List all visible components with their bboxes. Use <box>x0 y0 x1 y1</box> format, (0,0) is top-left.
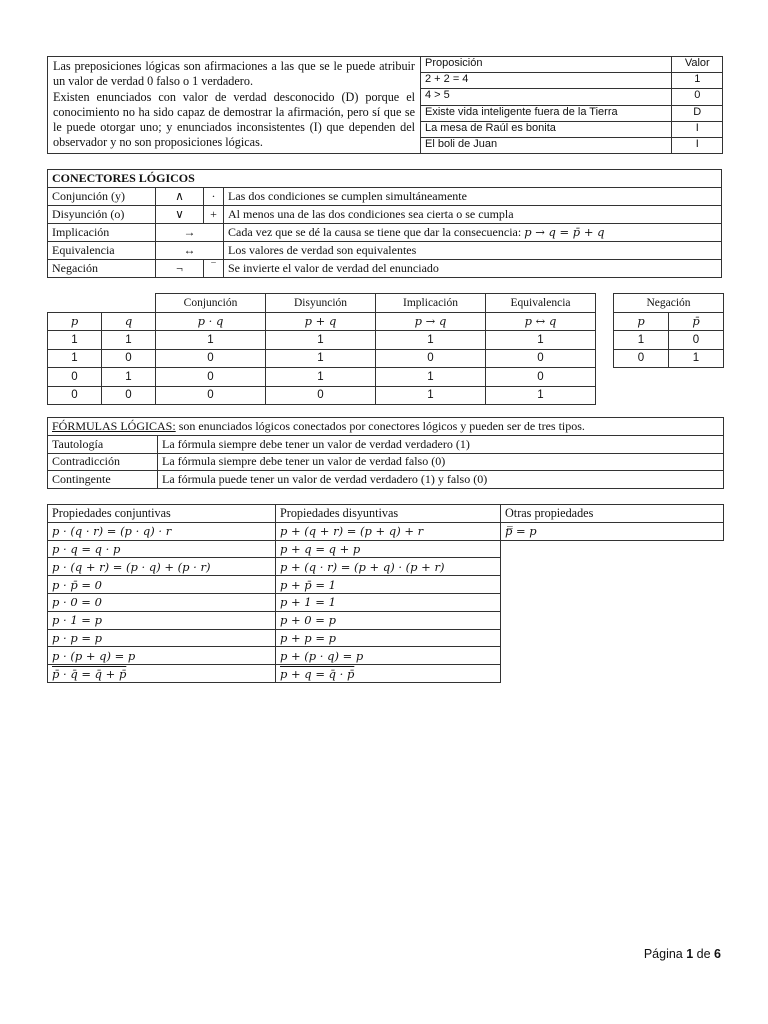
conjunctive-property: p · q = q · p <box>48 540 276 558</box>
truth-cell: 0 <box>102 349 156 368</box>
negation-row <box>614 331 724 350</box>
other-property: p̿ = p <box>501 522 724 540</box>
truth-table-subheader-row <box>48 312 596 331</box>
property-row <box>48 611 724 629</box>
header-other: Otras propiedades <box>501 505 724 523</box>
group-header-disjunction: Disyunción <box>266 294 376 313</box>
connector-description: Los valores de verdad son equivalentes <box>224 242 722 260</box>
disjunctive-property: p + 0 = p <box>276 611 501 629</box>
connector-symbol: ∧ <box>156 188 204 206</box>
truth-table-row <box>48 331 596 350</box>
group-header-conjunction: Conjunción <box>156 294 266 313</box>
negation-header-p: p <box>614 312 669 331</box>
conjunctive-property: p · 0 = 0 <box>48 593 276 611</box>
negation-cell: 1 <box>669 349 724 368</box>
connector-symbol: ↔ <box>156 242 224 260</box>
connector-row <box>48 242 722 260</box>
negation-cell: 0 <box>669 331 724 350</box>
formula-description: La fórmula puede tener un valor de verdad verdadero (1) y falso (0) <box>158 471 724 489</box>
proposition-row <box>421 137 723 153</box>
proposition-value: I <box>671 137 723 153</box>
proposition-value: I <box>671 121 723 137</box>
connectors-table <box>47 169 722 278</box>
negation-row <box>614 349 724 368</box>
conjunctive-property: p · (p + q) = p <box>48 647 276 665</box>
disjunctive-property: p + p̄ = 1 <box>276 576 501 594</box>
formulas-title: FÓRMULAS LÓGICAS: <box>52 418 176 433</box>
disjunctive-property: p + (q + r) = (p + q) + r <box>276 522 501 540</box>
intro-paragraph-2: Existen enunciados con valor de verdad desconocido (D) porque el conocimiento no ha sido capaz de demostrar la afirmación, pero sí que se le puede otorgar uno; y enunciados inconsistentes (I) que dependen del observador y no son proposiciones lógicas. <box>53 89 415 150</box>
connector-symbol: ¬ <box>156 260 204 278</box>
value-header: Valor <box>671 57 723 73</box>
negation-title: Negación <box>614 294 724 313</box>
page-footer <box>644 947 721 961</box>
proposition-text: 4 > 5 <box>421 89 671 105</box>
truth-cell: 0 <box>376 349 486 368</box>
truth-cell: 1 <box>376 368 486 387</box>
de-morgan-conj: p̄ · q̄ = q̄ + p̄ <box>52 666 127 681</box>
intro-paragraph-1: Las preposiciones lógicas son afirmaciones a las que se le puede atribuir un valor de verdad 0 falso o 1 verdadero. <box>53 59 415 89</box>
subheader-conjunction: p · q <box>156 312 266 331</box>
truth-cell: 1 <box>102 331 156 350</box>
proposition-value: 0 <box>671 89 723 105</box>
footer-page: 1 <box>686 947 694 961</box>
truth-cell: 1 <box>266 368 376 387</box>
truth-cell: 1 <box>266 349 376 368</box>
group-header-implication: Implicación <box>376 294 486 313</box>
subheader-implication: p → q <box>376 312 486 331</box>
connector-row <box>48 224 722 242</box>
formula-description: La fórmula siempre debe tener un valor de verdad falso (0) <box>158 453 724 471</box>
truth-cell: 0 <box>486 368 596 387</box>
truth-cell: 0 <box>156 386 266 405</box>
connector-symbol-alt: · <box>204 188 224 206</box>
proposition-table <box>421 57 723 153</box>
truth-cell: 1 <box>266 331 376 350</box>
truth-cell: 1 <box>102 368 156 387</box>
property-row <box>48 522 724 540</box>
proposition-header: Proposición <box>421 57 671 73</box>
proposition-text: La mesa de Raúl es bonita <box>421 121 671 137</box>
property-row <box>48 629 724 647</box>
truth-table-blank <box>102 294 156 313</box>
connector-symbol: ∨ <box>156 206 204 224</box>
connector-description-cell <box>224 224 722 242</box>
proposition-table-cell <box>421 57 723 154</box>
truth-table-row <box>48 386 596 405</box>
de-morgan-disj: p + q = q̄ · p̄ <box>280 666 355 681</box>
group-header-equivalence: Equivalencia <box>486 294 596 313</box>
truth-cell: 1 <box>486 386 596 405</box>
intro-section <box>47 56 723 154</box>
connector-description: Se invierte el valor de verdad del enunciado <box>224 260 722 278</box>
property-row <box>48 665 724 683</box>
empty-cell <box>501 576 724 594</box>
negation-cell: 1 <box>614 331 669 350</box>
formula-type: Contingente <box>48 471 158 489</box>
proposition-row <box>421 121 723 137</box>
properties-header-row <box>48 505 724 523</box>
proposition-row <box>421 89 723 105</box>
connector-row <box>48 260 722 278</box>
connector-description: Cada vez que se dé la causa se tiene que dar la consecuencia: <box>228 225 522 239</box>
property-row <box>48 540 724 558</box>
connector-name: Negación <box>48 260 156 278</box>
truth-table-group-row <box>48 294 596 313</box>
empty-cell <box>501 593 724 611</box>
empty-cell <box>501 558 724 576</box>
subheader-q: q <box>102 312 156 331</box>
formula-type: Tautología <box>48 435 158 453</box>
formulas-intro: son enunciados lógicos conectados por conectores lógicos y pueden ser de tres tipos. <box>175 418 585 433</box>
truth-cell: 0 <box>156 349 266 368</box>
formula-row <box>48 435 724 453</box>
disjunctive-property: p + (p · q) = p <box>276 647 501 665</box>
conjunctive-property <box>48 665 276 683</box>
intro-paragraph-cell <box>48 57 421 154</box>
truth-table-row <box>48 349 596 368</box>
negation-header-not-p: p̄ <box>669 312 724 331</box>
proposition-row <box>421 73 723 89</box>
truth-cell: 0 <box>156 368 266 387</box>
footer-prefix: Página <box>643 947 687 961</box>
truth-cell: 0 <box>266 386 376 405</box>
truth-cell: 1 <box>376 386 486 405</box>
conjunctive-property: p · (q · r) = (p · q) · r <box>48 522 276 540</box>
truth-cell: 0 <box>48 368 102 387</box>
connector-name: Conjunción (y) <box>48 188 156 206</box>
connector-symbol: → <box>156 224 224 242</box>
connector-description: Las dos condiciones se cumplen simultáneamente <box>224 188 722 206</box>
disjunctive-property <box>276 665 501 683</box>
empty-cell <box>501 611 724 629</box>
proposition-header-row <box>421 57 723 73</box>
property-row <box>48 647 724 665</box>
truth-cell: 0 <box>102 386 156 405</box>
proposition-text: 2 + 2 = 4 <box>421 73 671 89</box>
connector-name: Equivalencia <box>48 242 156 260</box>
property-row <box>48 576 724 594</box>
implication-formula: p → q = p̄ + q <box>524 225 605 239</box>
connector-row <box>48 188 722 206</box>
proposition-text: El boli de Juan <box>421 137 671 153</box>
property-row <box>48 593 724 611</box>
conjunctive-property: p · (q + r) = (p · q) + (p · r) <box>48 558 276 576</box>
truth-table <box>47 293 596 405</box>
formula-row <box>48 471 724 489</box>
property-row <box>48 558 724 576</box>
connector-symbol-alt: + <box>204 206 224 224</box>
truth-cell: 0 <box>48 386 102 405</box>
proposition-text: Existe vida inteligente fuera de la Tierra <box>421 105 671 121</box>
disjunctive-property: p + 1 = 1 <box>276 593 501 611</box>
connector-name: Disyunción (o) <box>48 206 156 224</box>
conjunctive-property: p · 1 = p <box>48 611 276 629</box>
negation-header-row <box>614 312 724 331</box>
disjunctive-property: p + p = p <box>276 629 501 647</box>
subheader-disjunction: p + q <box>266 312 376 331</box>
negation-table <box>613 293 724 368</box>
truth-table-row <box>48 368 596 387</box>
truth-cell: 1 <box>48 349 102 368</box>
formulas-table <box>47 417 724 489</box>
proposition-value: D <box>671 105 723 121</box>
empty-cell <box>501 665 724 683</box>
formula-row <box>48 453 724 471</box>
footer-middle: de <box>693 947 715 961</box>
header-conjunctive: Propiedades conjuntivas <box>48 505 276 523</box>
truth-cell: 1 <box>156 331 266 350</box>
proposition-value: 1 <box>671 73 723 89</box>
footer-total: 6 <box>714 947 721 961</box>
formulas-intro-cell <box>48 418 724 436</box>
formula-description: La fórmula siempre debe tener un valor de verdad verdadero (1) <box>158 435 724 453</box>
connector-row <box>48 206 722 224</box>
truth-table-blank <box>48 294 102 313</box>
negation-cell: 0 <box>614 349 669 368</box>
empty-cell <box>501 647 724 665</box>
truth-cell: 1 <box>486 331 596 350</box>
properties-table <box>47 504 724 683</box>
conjunctive-property: p · p̄ = 0 <box>48 576 276 594</box>
connectors-title: CONECTORES LÓGICOS <box>48 170 722 188</box>
truth-cell: 1 <box>48 331 102 350</box>
disjunctive-property: p + q = q + p <box>276 540 501 558</box>
connector-name: Implicación <box>48 224 156 242</box>
formula-type: Contradicción <box>48 453 158 471</box>
connector-symbol-alt: ‾ <box>204 260 224 278</box>
proposition-row <box>421 105 723 121</box>
conjunctive-property: p · p = p <box>48 629 276 647</box>
subheader-equivalence: p ↔ q <box>486 312 596 331</box>
truth-cell: 0 <box>486 349 596 368</box>
header-disjunctive: Propiedades disyuntivas <box>276 505 501 523</box>
disjunctive-property: p + (q · r) = (p + q) · (p + r) <box>276 558 501 576</box>
truth-cell: 1 <box>376 331 486 350</box>
empty-cell <box>501 629 724 647</box>
subheader-p: p <box>48 312 102 331</box>
empty-cell <box>501 540 724 558</box>
connector-description: Al menos una de las dos condiciones sea cierta o se cumpla <box>224 206 722 224</box>
